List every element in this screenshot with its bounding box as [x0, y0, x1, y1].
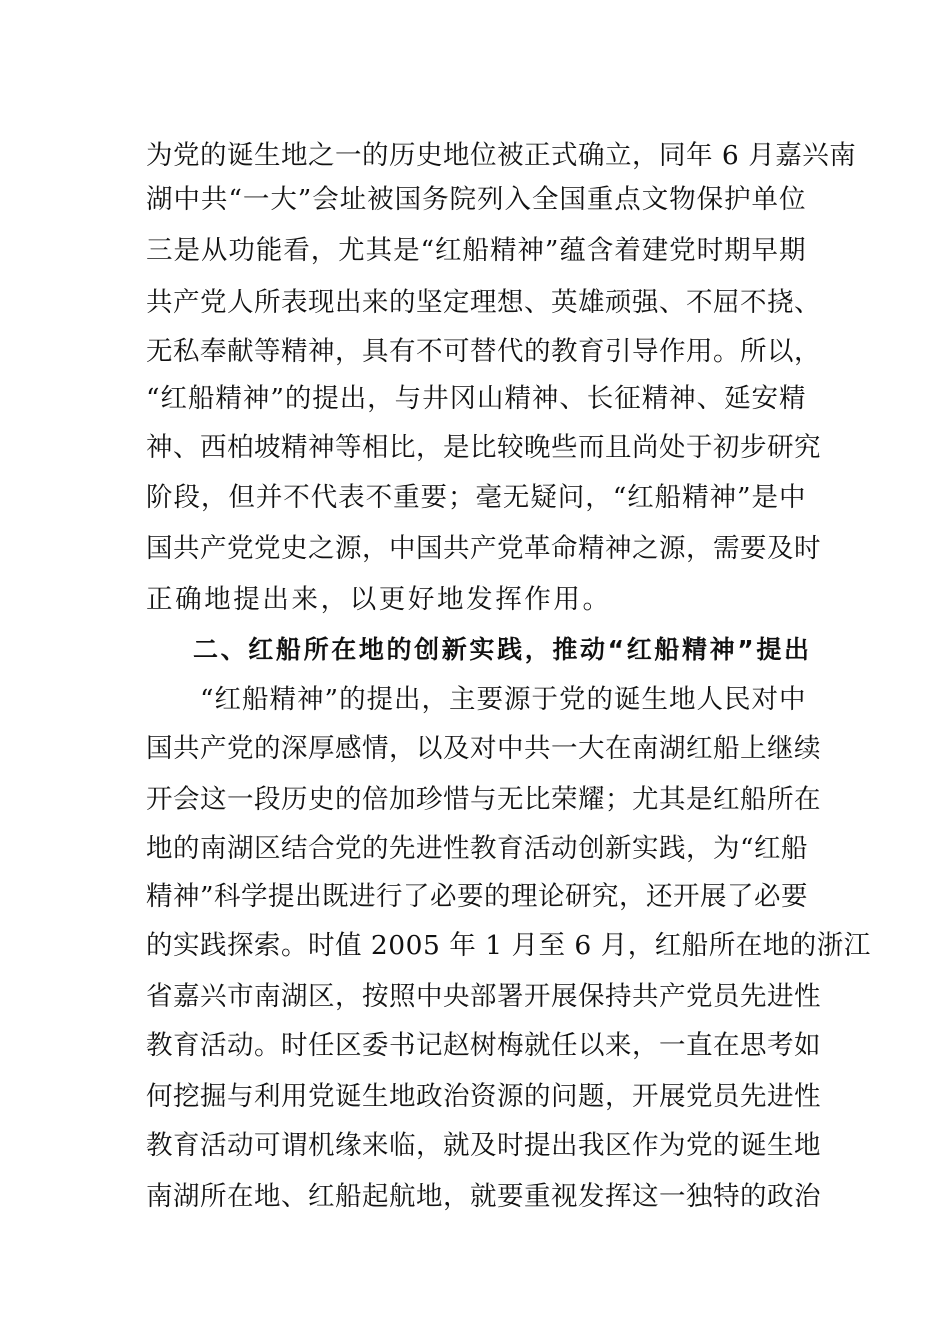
body-line: 教育活动可谓机缘来临，就及时提出我区作为党的诞生地 [146, 1130, 821, 1161]
body-line: 神、西柏坡精神等相比，是比较晚些而且尚处于初步研究 [146, 432, 821, 463]
body-line: 国共产党党史之源，中国共产党革命精神之源，需要及时 [146, 533, 821, 564]
body-line: 省嘉兴市南湖区，按照中央部署开展保持共产党员先进性 [146, 981, 821, 1012]
body-line: 正确地提出来，以更好地发挥作用。 [146, 584, 612, 615]
body-line: 地的南湖区结合党的先进性教育活动创新实践，为“红船 [146, 833, 809, 864]
body-line: 开会这一段历史的倍加珍惜与无比荣耀；尤其是红船所在 [146, 784, 821, 815]
body-line: “红船精神”的提出，主要源于党的诞生地人民对中 [200, 684, 806, 715]
body-line: 南湖所在地、红船起航地，就要重视发挥这一独特的政治 [146, 1181, 821, 1212]
section-heading: 二、红船所在地的创新实践，推动“红船精神”提出 [193, 635, 809, 664]
body-line: 无私奉献等精神，具有不可替代的教育引导作用。所以， [146, 336, 821, 367]
body-line: 三是从功能看，尤其是“红船精神”蕴含着建党时期早期 [146, 235, 806, 266]
body-line: 的实践探索。时值 2005 年 1 月至 6 月，红船所在地的浙江 [146, 930, 871, 961]
body-line: “红船精神”的提出，与井冈山精神、长征精神、延安精 [146, 383, 806, 414]
body-line: 共产党人所表现出来的坚定理想、英雄顽强、不屈不挠、 [146, 287, 821, 318]
body-line: 教育活动。时任区委书记赵树梅就任以来，一直在思考如 [146, 1030, 821, 1061]
body-line: 为党的诞生地之一的历史地位被正式确立，同年 6 月嘉兴南 [146, 140, 857, 171]
body-line: 阶段，但并不代表不重要；毫无疑问，“红船精神”是中 [146, 482, 806, 513]
body-line: 国共产党的深厚感情，以及对中共一大在南湖红船上继续 [146, 733, 821, 764]
body-line: 精神”科学提出既进行了必要的理论研究，还开展了必要 [146, 881, 809, 912]
body-line: 何挖掘与利用党诞生地政治资源的问题，开展党员先进性 [146, 1081, 821, 1112]
body-line: 湖中共“一大”会址被国务院列入全国重点文物保护单位 [146, 184, 806, 215]
